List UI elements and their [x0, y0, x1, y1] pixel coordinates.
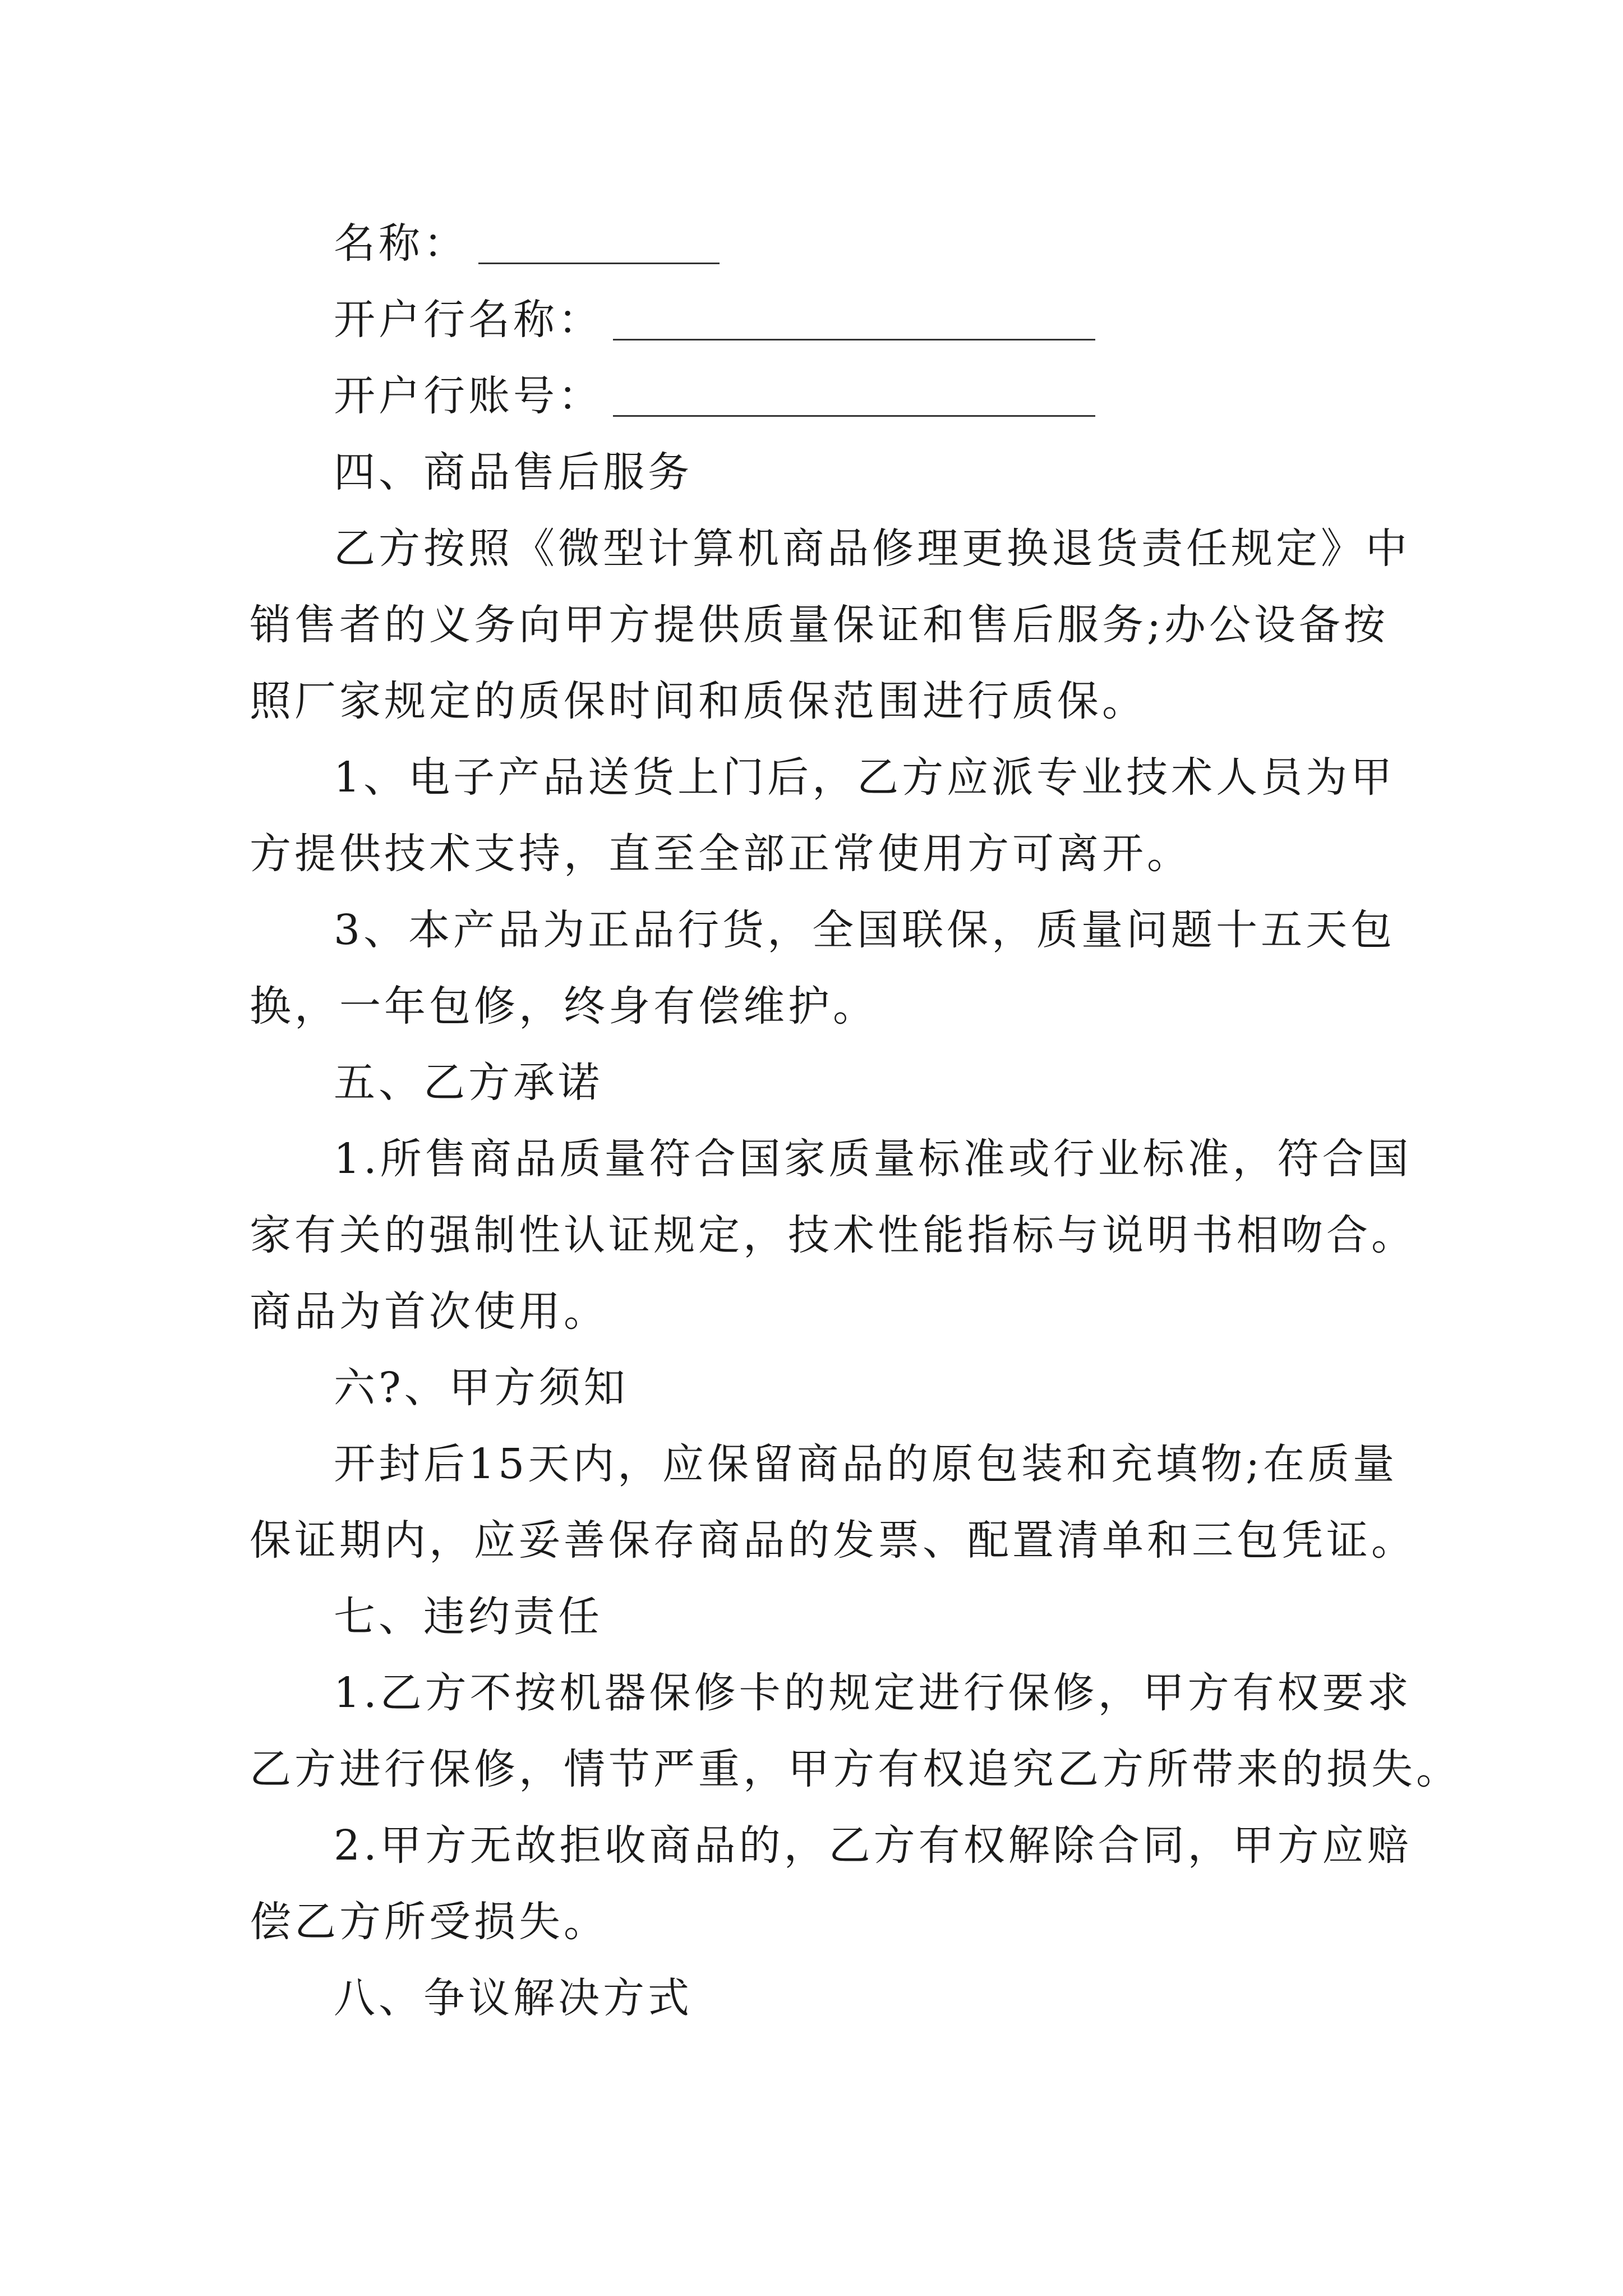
field-name-label: 名称：: [334, 219, 468, 268]
paragraph-line: 1.乙方不按机器保修卡的规定进行保修，甲方有权要求: [334, 1669, 1412, 1717]
paragraph-line: 销售者的义务向甲方提供质量保证和售后服务;办公设备按: [250, 601, 1389, 649]
section-heading-breach-liability: 七、违约责任: [334, 1593, 603, 1641]
paragraph-line: 乙方进行保修，情节严重，甲方有权追究乙方所带来的损失。: [250, 1745, 1461, 1793]
paragraph-line: 照厂家规定的质保时间和质保范围进行质保。: [250, 677, 1147, 725]
paragraph-line: 2.甲方无故拒收商品的，乙方有权解除合同，甲方应赔: [334, 1821, 1412, 1870]
paragraph-line: 开封后15天内，应保留商品的原包装和充填物;在质量: [334, 1440, 1398, 1488]
field-bank-account: [334, 368, 1095, 424]
paragraph-line: 偿乙方所受损失。: [250, 1898, 608, 1946]
paragraph-line: 换，一年包修，终身有偿维护。: [250, 982, 878, 1030]
paragraph-line: 方提供技术支持，直至全部正常使用方可离开。: [250, 830, 1192, 878]
section-heading-party-b-commitment: 五、乙方承诺: [334, 1059, 603, 1107]
paragraph-line: 1、电子产品送货上门后，乙方应派专业技术人员为甲: [334, 753, 1396, 802]
paragraph-line: 商品为首次使用。: [250, 1287, 608, 1336]
field-bank-account-blank: [613, 376, 1095, 417]
paragraph-line: 3、本产品为正品行货，全国联保，质量问题十五天包: [334, 906, 1396, 954]
paragraph-line: 家有关的强制性认证规定，技术性能指标与说明书相吻合。: [250, 1211, 1416, 1259]
paragraph-line: 保证期内，应妥善保存商品的发票、配置清单和三包凭证。: [250, 1516, 1416, 1565]
section-heading-party-a-notice: 六?、甲方须知: [334, 1364, 629, 1412]
field-bank-account-label: 开户行账号：: [334, 372, 603, 420]
field-bank-name-label: 开户行名称：: [334, 296, 603, 344]
section-heading-dispute-resolution: 八、争议解决方式: [334, 1974, 693, 2022]
field-name: [334, 215, 720, 272]
section-heading-after-sales: 四、商品售后服务: [334, 448, 693, 496]
field-bank-name-blank: [613, 300, 1095, 341]
field-name-blank: [478, 223, 720, 264]
paragraph-line: 乙方按照《微型计算机商品修理更换退货责任规定》中: [334, 524, 1410, 573]
paragraph-line: 1.所售商品质量符合国家质量标准或行业标准，符合国: [334, 1135, 1412, 1183]
field-bank-name: [334, 292, 1095, 348]
